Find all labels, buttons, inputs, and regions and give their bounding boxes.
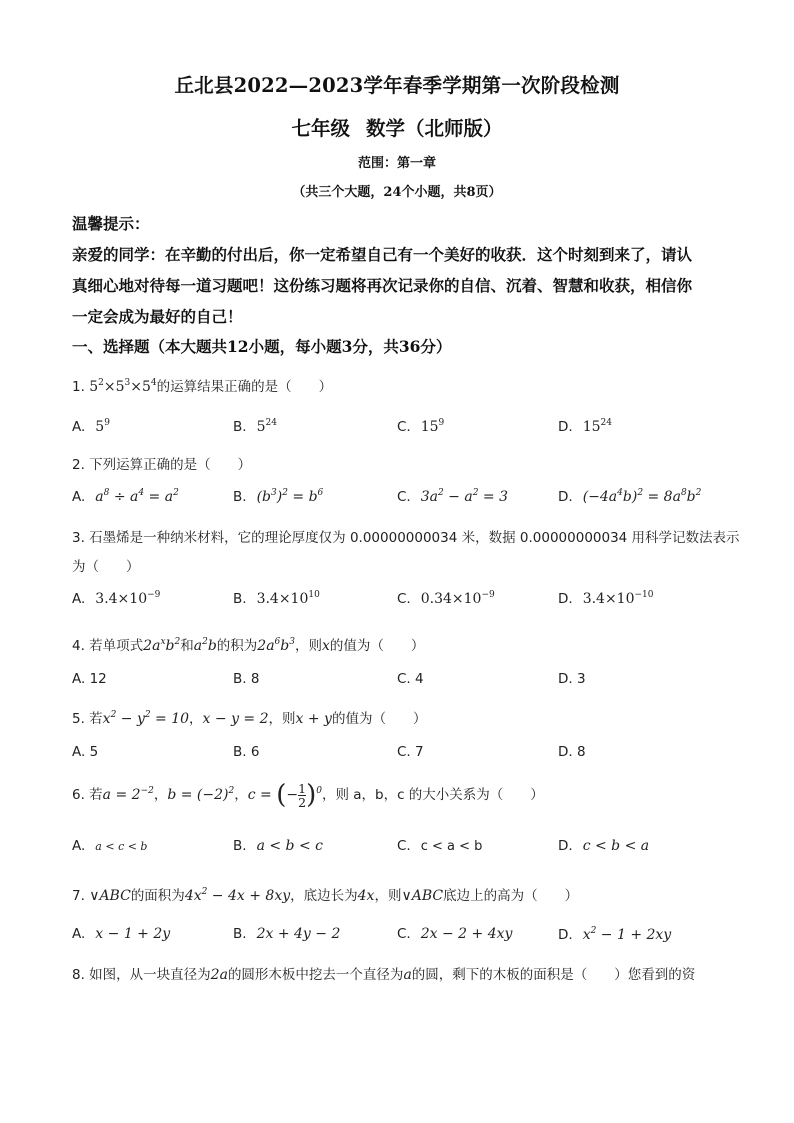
option-d[interactable]: D. $15^{24}$ xyxy=(558,418,612,435)
option-c[interactable]: C. 2x − 2 + 4xy xyxy=(397,926,513,942)
option-a[interactable]: A. $3.4\times 10^{-9}$ xyxy=(72,590,161,607)
question-5: 5. 若$x^2 - y^2 = 10$，x − y = 2，则x + y的值为（ ） xyxy=(72,710,427,727)
option-a[interactable]: A. 5 xyxy=(72,744,99,760)
question-3: 3. 石墨烯是一种纳米材料，它的理论厚度仅为 0.00000000034 米，数据 0.00000000034 用科学记数法表示 为（ ） xyxy=(72,530,740,575)
option-d[interactable]: D. $(-4a^4b)^2 = 8a^8b^2$ xyxy=(558,488,702,505)
option-a[interactable]: A. $a^8 \div a^4 = a^2$ xyxy=(72,488,179,505)
option-c[interactable]: C. $0.34\times 10^{-9}$ xyxy=(397,590,495,607)
grade-label: 七年级 xyxy=(291,117,350,140)
option-b[interactable]: B. $5^{24}$ xyxy=(233,418,277,435)
option-b[interactable]: B. 6 xyxy=(233,744,260,760)
option-a[interactable]: A. $5^9$ xyxy=(72,418,110,435)
tips-body xyxy=(72,239,732,332)
question-1: 1. $5^2\times 5^3\times 5^4$的运算结果正确的是（ ） xyxy=(72,378,333,395)
option-d[interactable]: D. $x^2 - 1 + 2xy$ xyxy=(558,926,672,943)
exam-info: （共三个大题，24个小题，共8页） xyxy=(292,185,502,200)
option-b[interactable]: B. a < b < c xyxy=(233,838,323,854)
question-8: 8. 如图，从一块直径为2a的圆形木板中挖去一个直径为a的圆，剩下的木板的面积是（ ）您看到的资 xyxy=(72,967,696,983)
exam-subtitle xyxy=(0,113,794,141)
option-d[interactable]: D. $3.4\times 10^{-10}$ xyxy=(558,590,654,607)
question-6: 6. 若$a = 2^{-2}$，$b = (-2)^2$，c = (− $\frac{1}{2}$ )$^0$，则 a，b，c 的大小关系为（ ） xyxy=(72,780,544,810)
option-b[interactable]: B. $3.4\times 10^{10}$ xyxy=(233,590,320,607)
option-d[interactable]: D. 3 xyxy=(558,671,586,687)
option-c[interactable]: C. $15^9$ xyxy=(397,418,445,435)
option-c[interactable]: C. $3a^2 - a^2 = 3$ xyxy=(397,488,508,505)
question-4: 4. 若单项式$2a^xb^2$和$a^2b$的积为$2a^6b^3$，则x的值为（ ） xyxy=(72,637,425,654)
question-2: 2. 下列运算正确的是（ ） xyxy=(72,457,252,473)
tips-line: 真细心地对待每一道习题吧！这份练习题将再次记录你的自信、沉着、智慧和收获，相信你 xyxy=(72,276,693,295)
question-7: 7. ∨ABC的面积为$4x^2 - 4x + 8xy$，底边长为4x，则∨ABC底边上的高为（ ） xyxy=(72,887,579,904)
option-c[interactable]: C. c < a < b xyxy=(397,838,483,854)
option-c[interactable]: C. 4 xyxy=(397,671,424,687)
section-heading: 一、选择题（本大题共12小题，每小题3分，共36分） xyxy=(72,337,452,356)
exam-title: 丘北县2022—2023学年春季学期第一次阶段检测 xyxy=(174,74,620,97)
option-b[interactable]: B. $(b^3)^2 = b^6$ xyxy=(233,488,324,505)
exam-scope: 范围：第一章 xyxy=(357,156,436,171)
option-a[interactable]: A. a < c < b xyxy=(72,838,148,854)
option-b[interactable]: B. 8 xyxy=(233,671,260,687)
option-b[interactable]: B. 2x + 4y − 2 xyxy=(233,926,341,942)
option-c[interactable]: C. 7 xyxy=(397,744,424,760)
math-expression: $5^2\times 5^3\times 5^4$ xyxy=(89,378,157,395)
tips-line: 亲爱的同学：在辛勤的付出后，你一定希望自己有一个美好的收获．这个时刻到来了，请认 xyxy=(72,245,693,264)
option-a[interactable]: A. x − 1 + 2y xyxy=(72,926,171,942)
tips-line: 一定会成为最好的自己！ xyxy=(72,307,243,326)
option-d[interactable]: D. 8 xyxy=(558,744,586,760)
option-a[interactable]: A. 12 xyxy=(72,671,107,687)
subject-label: 数学（北师版） xyxy=(366,117,503,140)
tips-title: 温馨提示： xyxy=(72,214,150,233)
option-d[interactable]: D. c < b < a xyxy=(558,838,650,854)
